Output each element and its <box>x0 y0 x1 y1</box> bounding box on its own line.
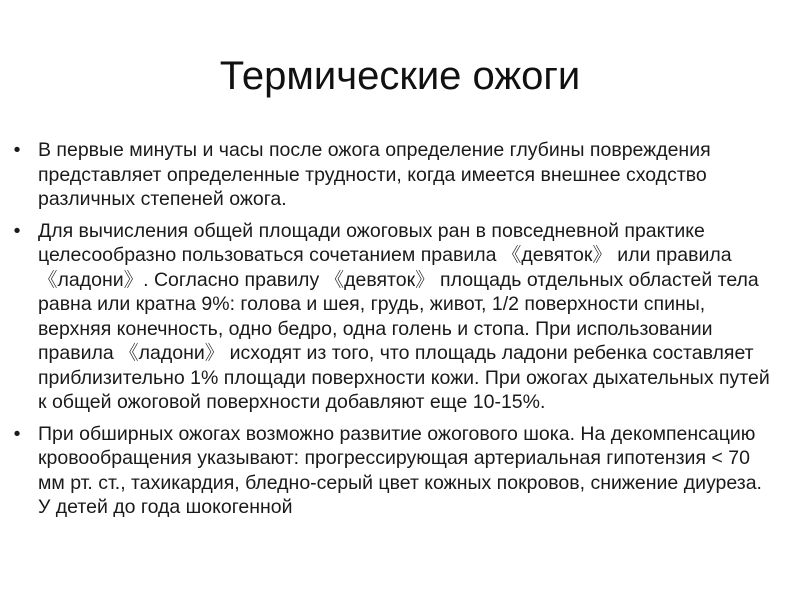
bullet-item <box>10 219 778 415</box>
bullet-item <box>10 422 778 520</box>
bullet-text: При обширных ожогах возможно развитие ожогового шока. На декомпенсацию кровообращения указывают: прогрессирующая артериальная гипотензия < 70 мм рт. ст., тахикардия, бледно-серый цвет кожных покровов, снижение диуреза. У детей до года шокогенной <box>38 422 762 518</box>
bullet-text: В первые минуты и часы после ожога определение глубины повреждения представляет определенные трудности, когда имеется внешнее сходство различных степеней ожога. <box>38 139 711 210</box>
bullet-text: Для вычисления общей площади ожоговых ран в повседневной практике целесообразно пользоваться сочетанием правила 《девяток》 или правила 《ладони》. Согласно правилу 《девяток》 площадь отдельных областей тела равна или кратна 9%: голова и шея, грудь, живот, 1/2 поверхности спины, верхняя конечность, одно бедро, одна голень и стопа. При использовании правила 《ладони》 исходят из того, что площадь ладони ребенка составляет приблизительно 1% площади поверхности кожи. При ожогах дыхательных путей к общей ожоговой поверхности добавляют еще 10-15%. <box>38 219 770 413</box>
bullet-dot-icon: • <box>13 139 21 161</box>
bullet-list <box>10 138 778 527</box>
bullet-item <box>10 138 778 212</box>
bullet-dot-icon: • <box>13 422 21 445</box>
slide-title: Термические ожоги <box>219 54 581 98</box>
bullet-dot-icon: • <box>13 219 21 242</box>
